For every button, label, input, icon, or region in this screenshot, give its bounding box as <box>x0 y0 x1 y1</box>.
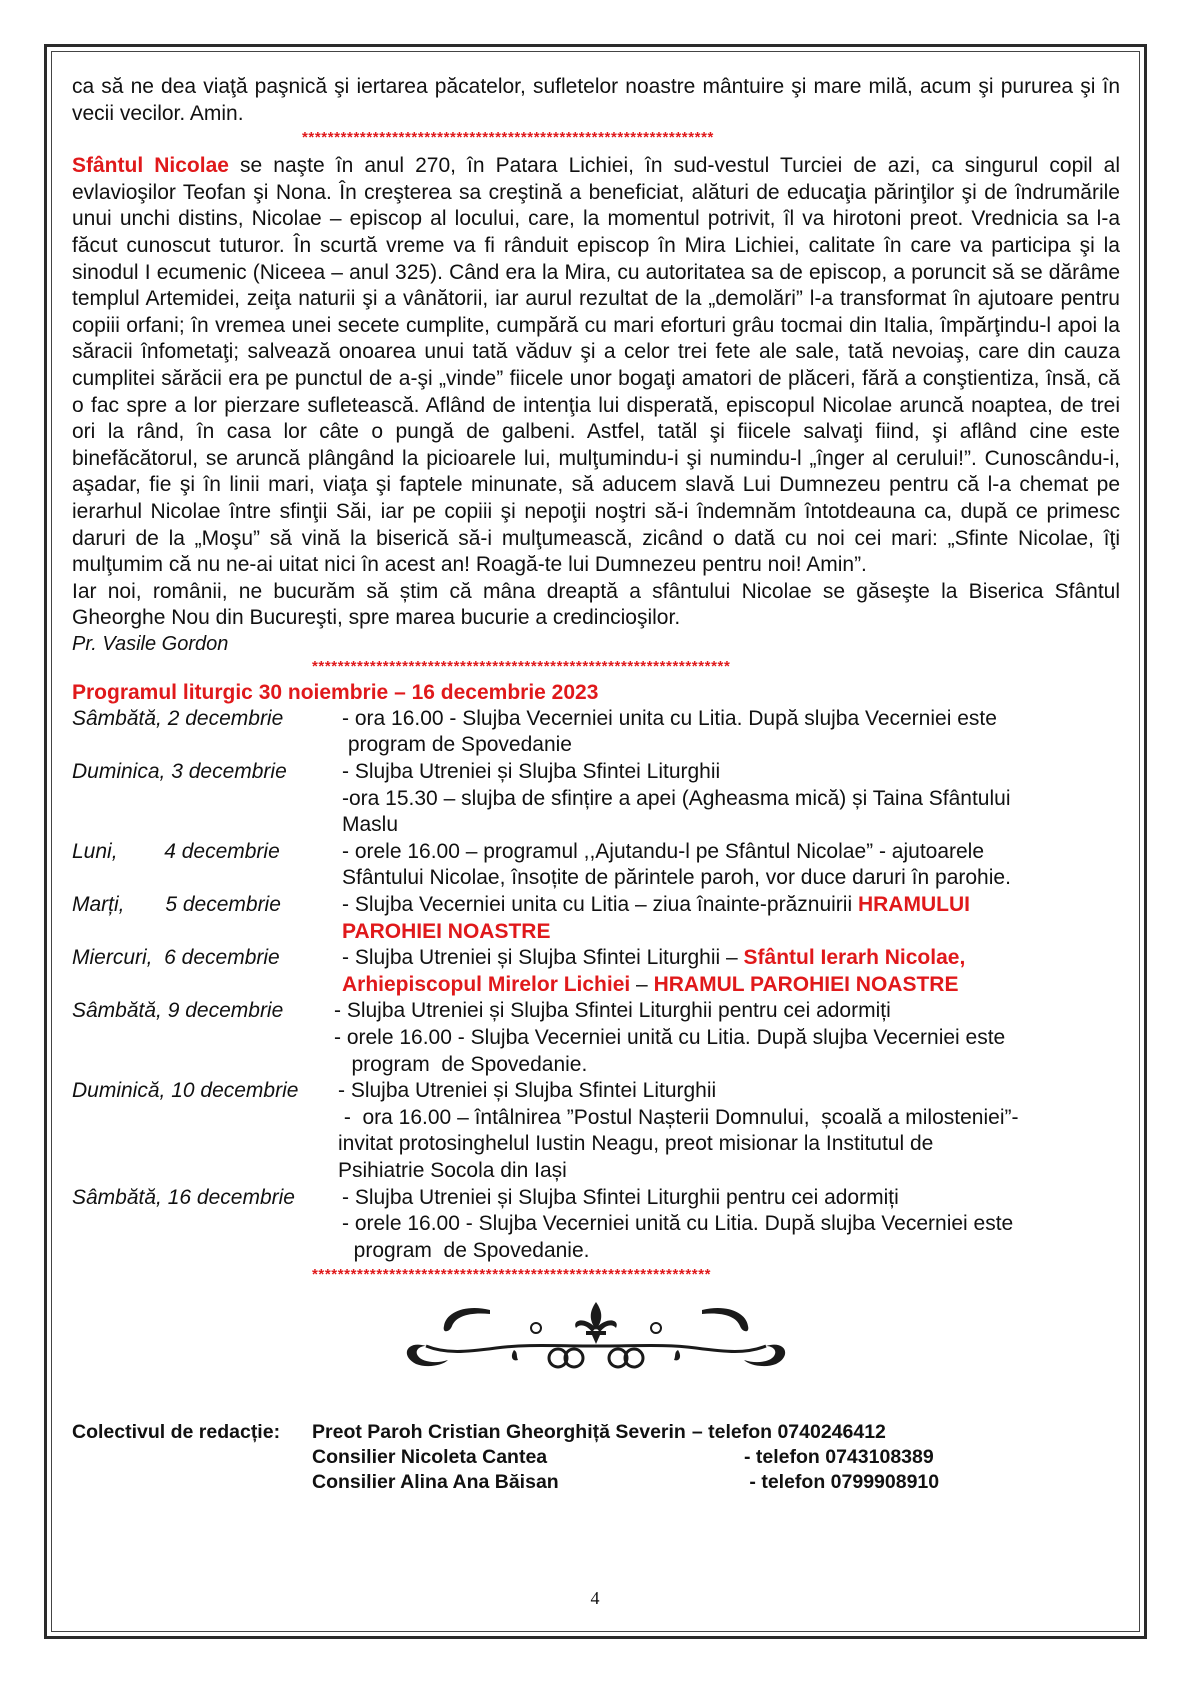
credit-name: Preot Paroh Cristian Gheorghiță Severin <box>312 1421 686 1444</box>
schedule-row <box>72 1078 1120 1184</box>
schedule-line: - Slujba Utreniei și Slujba Sfintei Liturghii <box>342 760 721 784</box>
credit-phone: - telefon 0743108389 <box>744 1446 934 1469</box>
schedule-line: Maslu <box>342 813 399 837</box>
schedule-row <box>72 839 1120 892</box>
separator-stars: ***************************************************************** <box>312 657 731 675</box>
schedule-line: - orele 16.00 - Slujba Vecerniei unită cu Litia. După slujba Vecerniei este <box>342 1212 1014 1236</box>
schedule-line: - ora 16.00 – întâlnirea ”Postul Nașterii Domnului, școală a milosteniei”- <box>338 1105 1019 1129</box>
schedule-description <box>334 998 1120 1078</box>
highlight-feast: Arhiepiscopul Mirelor Lichiei <box>342 972 631 996</box>
highlight-feast: Sfântul Ierarh Nicolae, <box>743 946 966 970</box>
schedule-description <box>342 892 1120 945</box>
schedule-description <box>342 945 1120 998</box>
credit-row <box>72 1470 1120 1495</box>
schedule-line: - ora 16.00 - Slujba Vecerniei unita cu Litia. După slujba Vecerniei este <box>342 706 997 730</box>
schedule-description <box>342 839 1120 892</box>
article-body-2: Iar noi, românii, ne bucurăm să știm că mâna dreaptă a sfântului Nicolae se găseşte la Biserica Sfântul Gheorghe Nou din Bucureşti, spre marea bucurie a credincioşilor. <box>72 579 1120 630</box>
article-body: se naşte în anul 270, în Patara Lichiei, în sud-vestul Turciei de azi, ca singurul copil al evlavioşilor Teofan şi Nona. În creşterea sa creştină a beneficiat, alături de educaţia părinţilor şi de îndrumările unui unchi distins, Nicolae – episcop al locului, care, la momentul potrivit, îl va hirotoni preot. Vrednicia sa l-a făcut cunoscut tuturor. În scurtă vreme va fi rânduit episcop în Mira Lichiei, calitate în care va participa şi la sinodul I ecumenic (Niceea – anul 325). Când era la Mira, cu autoritatea sa de episcop, a poruncit să se dărâme templul Artemidei, zeiţa naturii şi a vânătorii, iar aurul rezultat de la „demolări” l-a transformat în ajutoare pentru copiii orfani; în vremea unei secete cumplite, cumpără cu mari eforturi grâu tocmai din Italia, împărţindu-l apoi la săracii înfometaţi; salvează onoarea unui tată văduv şi a celor trei fete ale sale, tată nevoiaş, care din cauza cumplitei sărăcii era pe punctul de a-şi „vinde” fiicele unor bogaţi amatori de plăceri, fără a conştientiza, însă, că o fac spre a lor pierzare sufletească. Aflând de intenţia lui disperată, episcopul Nicolae aruncă noaptea, de trei ori la rând, în casa lor câte o pungă de galbeni. Astfel, tatăl şi fiicele salvaţi fiind, şi aflând cine este binefăcătorul, se aruncă plângând la picioarele lui, mulţumindu-i şi numindu-l „înger al cerului!”. Cunoscându-i, aşadar, fie şi în linii mari, viaţa şi faptele minunate, să aducem slavă Lui Dumnezeu pentru că l-a chemat pe ierarhul Nicolae între sfinţii Săi, iar pe copiii şi nepoţii noştri să-i îndemnăm întotdeauna ca, după ce primesc daruri de la „Moşu” să vină la biserică să-i mulţumească, zicând o dată cu noi cei mari: „Sfinte Nicolae, îţi mulţumim că nu ne-ai uitat nici în acest an! Roagă-te lui Dumnezeu pentru noi! Amin”. <box>72 154 1121 577</box>
credit-row <box>72 1445 1120 1470</box>
schedule-row <box>72 998 1120 1078</box>
schedule-line: - Slujba Utreniei și Slujba Sfintei Liturghii pentru cei adormiți <box>334 999 891 1023</box>
credit-name: Consilier Alina Ana Băisan <box>312 1471 559 1494</box>
schedule-line: - Slujba Utreniei și Slujba Sfintei Liturghii pentru cei adormiți <box>342 1185 899 1209</box>
prayer-ending: ca să ne dea viaţă paşnică şi iertarea păcatelor, sufletelor noastre mântuire şi mare milă, acum şi pururea şi în vecii vecilor. Amin. <box>72 75 1120 125</box>
highlight-feast: PAROHIEI NOASTRE <box>342 919 551 943</box>
schedule-line: Sfântului Nicolae, însoțite de părintele paroh, vor duce daruri în parohie. <box>342 866 1011 890</box>
schedule-row <box>72 945 1120 998</box>
schedule-line: - Slujba Utreniei și Slujba Sfintei Liturghii <box>338 1079 717 1103</box>
schedule-line: invitat protosinghelul Iustin Neagu, preot misionar la Institutul de <box>338 1132 934 1156</box>
article-author: Pr. Vasile Gordon <box>72 632 229 655</box>
schedule-description <box>342 1185 1120 1265</box>
schedule-line: Arhiepiscopul Mirelor Lichiei – HRAMUL PAROHIEI NOASTRE <box>342 972 959 996</box>
schedule-line: - Slujba Utreniei și Slujba Sfintei Liturghii – Sfântul Ierarh Nicolae, <box>342 946 966 970</box>
credit-name: Consilier Nicoleta Cantea <box>312 1446 548 1469</box>
schedule-day: Duminica, 3 decembrie <box>72 760 287 784</box>
schedule-line: - orele 16.00 – programul ,,Ajutandu-l pe Sfântul Nicolae” - ajutoarele <box>342 839 985 863</box>
credits-label: Colectivul de redacție: <box>72 1421 281 1444</box>
schedule-description <box>342 706 1120 759</box>
schedule-line: program de Spovedanie. <box>334 1052 588 1076</box>
page-content <box>72 74 1120 1495</box>
credit-phone: – telefon 0740246412 <box>691 1421 886 1444</box>
article-saint-nicholas <box>72 153 1120 579</box>
separator-stars: ************************************************************** <box>312 1266 712 1284</box>
schedule-day: Sâmbătă, 16 decembrie <box>72 1185 295 1209</box>
program-schedule <box>72 706 1120 1264</box>
schedule-day: Miercuri, 6 decembrie <box>72 946 280 970</box>
highlight-feast: HRAMULUI <box>857 893 970 917</box>
highlight-feast: HRAMUL PAROHIEI NOASTRE <box>653 972 959 996</box>
schedule-line: program de Spovedanie <box>342 733 572 757</box>
article-title: Sfântul Nicolae <box>72 154 229 178</box>
schedule-line: - orele 16.00 - Slujba Vecerniei unită cu Litia. După slujba Vecerniei este <box>334 1026 1006 1049</box>
schedule-line: - Slujba Vecerniei unita cu Litia – ziua înainte-prăznuirii HRAMULUI <box>342 893 970 917</box>
separator-stars: **************************************************************** <box>302 129 714 147</box>
schedule-line: Psihiatrie Socola din Iași <box>338 1158 567 1182</box>
schedule-row <box>72 1185 1120 1265</box>
page-number: 4 <box>590 1588 600 1608</box>
schedule-row <box>72 892 1120 945</box>
editorial-team <box>72 1420 1120 1495</box>
fleur-de-lis-flourish-icon <box>386 1298 806 1376</box>
program-title: Programul liturgic 30 noiembrie – 16 decembrie 2023 <box>72 680 599 704</box>
schedule-day: Marți, 5 decembrie <box>72 893 281 917</box>
schedule-day: Sâmbătă, 9 decembrie <box>72 999 284 1023</box>
schedule-line: program de Spovedanie. <box>342 1238 590 1262</box>
schedule-day: Luni, 4 decembrie <box>72 839 280 863</box>
schedule-row <box>72 706 1120 759</box>
schedule-day: Sâmbătă, 2 decembrie <box>72 706 284 730</box>
schedule-description <box>342 759 1120 839</box>
credit-row <box>72 1420 1120 1445</box>
schedule-description <box>338 1078 1120 1184</box>
schedule-row <box>72 759 1120 839</box>
schedule-line: -ora 15.30 – slujba de sfințire a apei (Agheasma mică) și Taina Sfântului <box>342 786 1011 810</box>
credit-phone: - telefon 0799908910 <box>744 1471 940 1494</box>
schedule-day: Duminică, 10 decembrie <box>72 1079 299 1103</box>
